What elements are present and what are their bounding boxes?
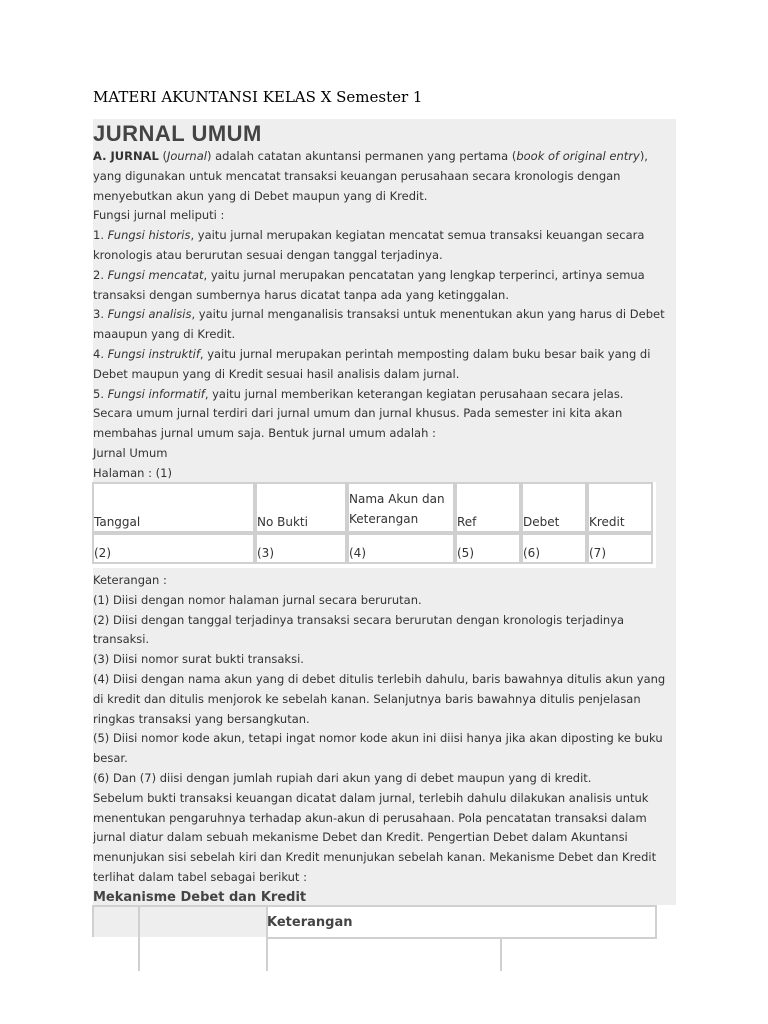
keterangan-item: (4) Diisi dengan nama akun yang di debet ditulis terlebih dahulu, baris bawahnya ditulis akun yang di kredit dan ditulis menjorok ke sebelah kanan. Selanjutnya baris bawahnya ditulis penjelasan ringkas transaksi yang bersangkutan. (93, 671, 666, 726)
keterangan-section (93, 568, 676, 888)
content-block-2 (93, 568, 676, 905)
keterangan-item: (5) Diisi nomor kode akun, tetapi ingat nomor kode akun ini diisi hanya jika akan diposting ke buku besar. (93, 731, 663, 766)
cell-nama-akun: (4) (347, 533, 455, 564)
intro-book-term: book of original entry (516, 149, 640, 163)
jurnal-table (92, 482, 653, 564)
halaman-label: Halaman : (1) (93, 465, 172, 480)
page-heading: JURNAL UMUM (93, 121, 262, 146)
fungsi-item: 4. Fungsi instruktif, yaitu jurnal merupakan perintah memposting dalam buku besar baik yang di Debet maupun yang di Kredit sesuai hasil analisis dalam jurnal. (93, 346, 651, 381)
header-kredit: Kredit (587, 482, 653, 533)
mekanisme-title: Mekanisme Debet dan Kredit (93, 889, 307, 905)
intro-text (93, 147, 676, 484)
cell-kredit: (7) (587, 533, 653, 564)
intro-text-a: ( (162, 149, 167, 163)
secara-umum-text: Secara umum jurnal terdiri dari jurnal umum dan jurnal khusus. Pada semester ini kita akan membahas jurnal umum saja. Bentuk jurnal umum adalah : (93, 406, 623, 441)
header-ref: Ref (455, 482, 521, 533)
fungsi-item: 2. Fungsi mencatat, yaitu jurnal merupakan pencatatan yang lengkap terperinci, artinya semua transaksi dengan sumbernya harus dicatat tanpa ada yang ketinggalan. (93, 267, 645, 302)
intro-text-b: ) adalah catatan akuntansi permanen yang pertama ( (206, 149, 517, 163)
fungsi-title: Fungsi jurnal meliputi : (93, 208, 225, 223)
keterangan-item: (6) Dan (7) diisi dengan jumlah rupiah dari akun yang di debet maupun yang di kredit. (93, 770, 592, 785)
fungsi-item: 5. Fungsi informatif, yaitu jurnal memberikan keterangan kegiatan perusahaan secara jelas. (93, 386, 624, 401)
header-tanggal: Tanggal (92, 482, 255, 533)
mekanisme-table (92, 905, 657, 975)
sebelum-text: Sebelum bukti transaksi keuangan dicatat dalam jurnal, terlebih dahulu dilakukan analisis untuk menentukan pengaruhnya terhadap akun-akun di perusahaan. Pola pencatatan transaksi dalam jurnal diatur dalam sebuah mekanisme Debet dan Kredit. Pengertian Debet dalam Akuntansi menunjukan sisi sebelah kiri dan Kredit menunjukan sebelah kanan. Mekanisme Debet dan Kredit terlihat dalam tabel sebagai berikut : (93, 790, 657, 884)
keterangan-item: (3) Diisi nomor surat bukti transaksi. (93, 652, 304, 667)
mekanisme-col-divider (500, 937, 502, 971)
cell-tanggal: (2) (92, 533, 255, 564)
keterangan-item: (1) Diisi dengan nomor halaman jurnal secara berurutan. (93, 592, 422, 607)
content-block-1 (93, 119, 676, 482)
mekanisme-row-divider (268, 937, 657, 939)
cell-no-bukti: (3) (255, 533, 347, 564)
jurnal-umum-label: Jurnal Umum (93, 445, 168, 460)
mekanisme-keterangan-label: Keterangan (267, 915, 353, 930)
mekanisme-cell (140, 905, 268, 971)
fungsi-item: 3. Fungsi analisis, yaitu jurnal menganalisis transaksi untuk menentukan akun yang harus di Debet maaupun yang di Kredit. (93, 307, 665, 342)
table-side-strip (656, 482, 676, 568)
table-header-row (92, 482, 653, 533)
cell-ref: (5) (455, 533, 521, 564)
keterangan-item: (2) Diisi dengan tanggal terjadinya transaksi secara berurutan dengan kronologis terjadinya transaksi. (93, 612, 625, 647)
header-nama-akun: Nama Akun dan Keterangan (347, 482, 455, 533)
document-title: MATERI AKUNTANSI KELAS X Semester 1 (93, 88, 423, 106)
mekanisme-cell (92, 905, 140, 971)
intro-text-c: ), yang digunakan untuk mencatat transaksi keuangan perusahaan secara kronologis dengan menyebutkan akun yang di Debet maupun yang di Kredit. (93, 149, 648, 203)
header-no-bukti: No Bukti (255, 482, 347, 533)
intro-label: A. JURNAL (93, 149, 159, 163)
keterangan-title: Keterangan : (93, 573, 167, 587)
cell-debet: (6) (521, 533, 587, 564)
fungsi-item: 1. Fungsi historis, yaitu jurnal merupakan kegiatan mencatat semua transaksi keuangan secara kronologis atau berurutan sesuai dengan tanggal terjadinya. (93, 228, 645, 262)
intro-journal-term: Journal (166, 149, 207, 163)
table-row (92, 533, 653, 564)
header-debet: Debet (521, 482, 587, 533)
